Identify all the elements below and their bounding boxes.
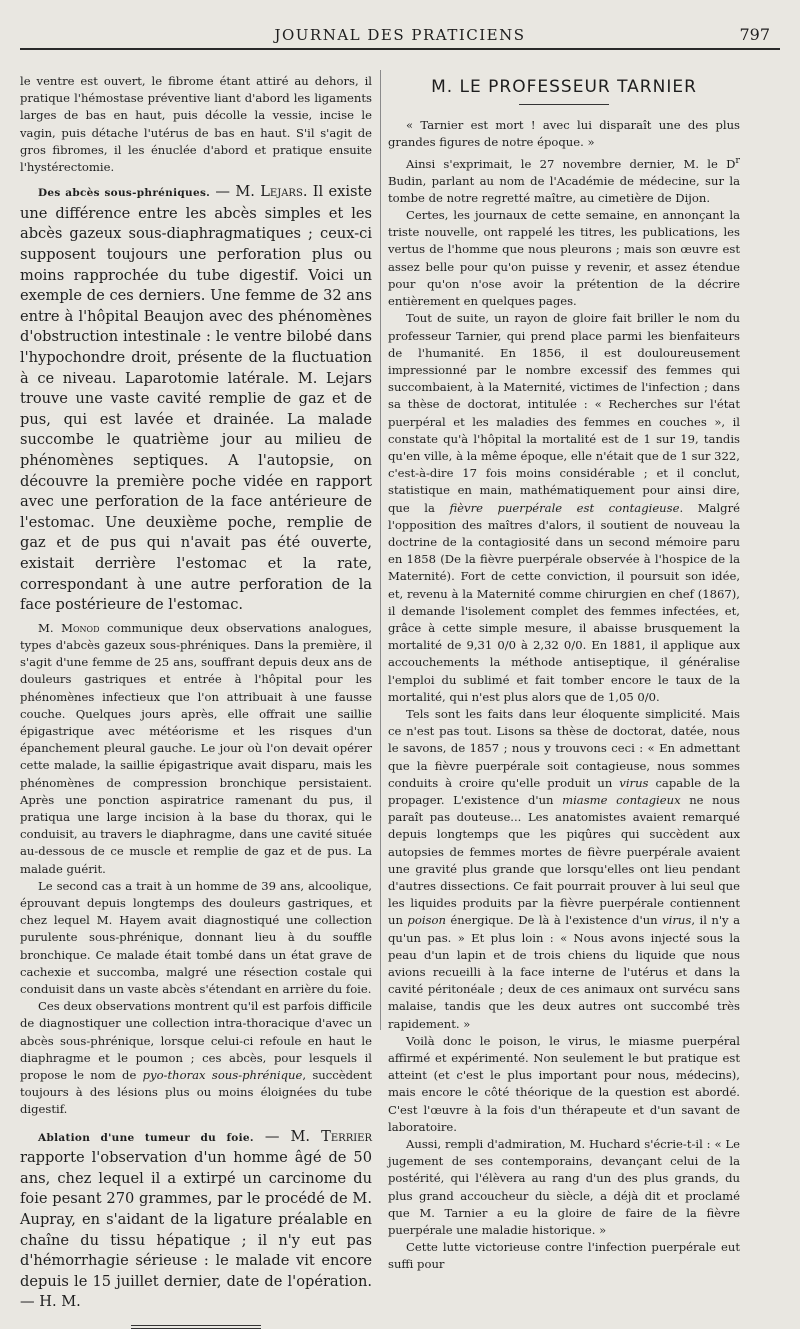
paragraph-monod: M. Monod communique deux observations analogues, types d'abcès gazeux sous-phréniques. Dans la première, il s'agit d'une femme de 25 ans, souffrant depuis deux ans de douleurs gastriques et entrée à l'hôpital pour les phénomènes infectieux que l'on attribuait à une fausse couche. Quelques jours après, elle offrait une saillie épigastrique avec météorisme et les risques d'un épanchement pleural gauche. Le jour où l'on devait opérer cette malade, la saillie épigastrique avait disparu, mais les phénomènes de compression bronchique persistaient. Après une ponction aspiratrice ramenant du pus, il pratiqua une large incision à la base du thorax, qui le conduisit, au travers le diaphragme, dans une cavité située au-dessous de ce muscle et remplie de gaz et de pus. La malade guérit. bbox=[20, 620, 372, 876]
paragraph-lutte: Cette lutte victorieuse contre l'infection puerpérale eut suffi pour bbox=[388, 1240, 740, 1272]
paragraph-ablation-tumeur: Ablation d'une tumeur du foie. — M. Terrier rapporte l'observation d'un homme âgé de 50 ans, chez lequel il a extirpé un carcinome du foie pesant 270 grammes, par le procédé de M. Aupray, en s'aidant de la ligature préalable en chaîne du tissu hépatique ; il n'y eut pas d'hémorrhagie sérieuse : le malade vit encore depuis le 15 juillet dernier, date de l'opération. — H. M. bbox=[20, 1127, 372, 1311]
author-monod: Monod bbox=[61, 620, 100, 635]
author-lejars: Lejars bbox=[260, 183, 303, 201]
end-rule bbox=[131, 1325, 261, 1329]
paragraph-conclusion: Ces deux observations montrent qu'il est parfois difficile de diagnostiquer une collection intra-thoracique d'avec un abcès sous-phrénique, lorsque celui-ci refoule en haut le diaphragme et le poumon ; ces abcès, pour lesquels il propose le nom de pyo-thorax sous-phrénique, succèdent toujours à des lésions plus ou moins éloignées du tube digestif. bbox=[20, 999, 372, 1117]
title-rule bbox=[519, 104, 609, 105]
paragraph-these: Tels sont les faits dans leur éloquente simplicité. Mais ce n'est pas tout. Lisons sa thèse de doctorat, datée, nous le savons, de 1857 ; nous y trouvons ceci : « En admettant que la fièvre puerpérale soit contagieuse, nous sommes conduits à croire qu'elle produit un virus capable de la propager. L'existence d'un miasme contagieux ne nous paraît pas douteuse... Les anatomistes avaient remarqué depuis longtemps que les piqûres qui succèdent aux autopsies de femmes mortes de fièvre puerpérale avaient une gravité plus grande que lorsqu'elles ont lieu pendant d'autres dissections. Ce fait pourrait prouver à lui seul que les liquides produits par la fièvre puerpérale contiennent un poison énergique. De là à l'existence d'un virus, il n'y a qu'un pas. » Et plus loin : « Nous avons injecté sous la peau d'un lapin et de trois chiens du liquide que nous avions recueilli à la face interne de l'utérus et dans la cavité péritonéale ; deux de ces animaux ont survécu sans malaise, tandis que les deux autres ont succombé très rapidement. » bbox=[388, 706, 740, 1031]
phrase-fievre-contagieuse: fièvre puerpérale est contagieuse bbox=[449, 500, 680, 515]
paragraph-voila: Voilà donc le poison, le virus, le miasme puerpéral affirmé et expérimenté. Non seulement le but pratique est atteint (et c'est le plus important pour nous, médecins), mais encore le côté théorique de la question est abordé. C'est l'œuvre à la fois d'un thérapeute et d'un savant de laboratoire. bbox=[388, 1033, 740, 1134]
paragraph-quote-budin: « Tarnier est mort ! avec lui disparaît une des plus grandes figures de notre époque. » bbox=[388, 118, 740, 150]
left-column bbox=[20, 73, 372, 1329]
section-heading-abces: Des abcès sous-phréniques. bbox=[38, 187, 211, 200]
author-terrier: Terrier bbox=[321, 1127, 372, 1145]
term-pyo-thorax: pyo-thorax sous-phrénique bbox=[142, 1067, 303, 1082]
column-divider bbox=[380, 70, 381, 1030]
article-title: M. LE PROFESSEUR TARNIER bbox=[431, 77, 697, 97]
paragraph-gloire: Tout de suite, un rayon de gloire fait briller le nom du professeur Tarnier, qui prend place parmi les bienfaiteurs de l'humanité. En 1856, il est douloureusement impressionné par le nombre excessif des femmes qui succombaient, à la Maternité, victimes de l'infection ; dans sa thèse de doctorat, intitulée : « Recherches sur l'état puerpéral et les maladies des femmes en couches », il constate qu'à l'hôpital la mortalité est de 1 sur 19, tandis qu'en ville, à la même époque, elle n'était que de 1 sur 322, c'est-à-dire 17 fois moins considérable ; et il conclut, statistique en main, mathématiquement pour ainsi dire, que la fièvre puerpérale est contagieuse. Malgré l'opposition des maîtres d'alors, il soutient de nouveau la doctrine de la contagiosité dans un second mémoire paru en 1858 (De la fièvre puerpérale observée à l'hospice de la Maternité). Fort de cette conviction, il poursuit son idée, et, revenu à la Maternité comme chirurgien en chef (1867), il demande l'isolement complet des femmes infectées, et, grâce à cette simple mesure, il abaisse brusquement la mortalité de 9,31 0/0 à 2,32 0/0. En 1881, il applique aux accouchements la méthode antiseptique, il généralise l'emploi du sublimé et fait tomber encore le taux de la mortalité, qui n'est plus alors que de 1,05 0/0. bbox=[388, 311, 741, 704]
paragraph-second-cas: Le second cas a trait à un homme de 39 ans, alcoolique, éprouvant depuis longtemps des douleurs gastriques, et chez lequel M. Hayem avait diagnostiqué une collection purulente sous-phrénique, donnant lieu à du souffle bronchique. Ce malade était tombé dans un état grave de cachexie et succomba, malgré une résection costale qui conduisit dans un vaste abcès s'étendant en arrière du foie. bbox=[20, 878, 372, 996]
right-column bbox=[388, 73, 740, 1274]
journal-title: JOURNAL DES PRATICIENS bbox=[274, 26, 526, 44]
paragraph-budin: Ainsi s'exprimait, le 27 novembre dernier, M. le $D^r$ Budin, parlant au nom de l'Académie de médecine, sur la tombe de notre regretté maître, au cimetière de Dijon. bbox=[388, 154, 740, 205]
page-number: 797 bbox=[739, 25, 770, 44]
paragraph-hysterectomy: le ventre est ouvert, le fibrome étant attiré au dehors, il pratique l'hémostase préventive liant d'abord les ligaments larges de bas en haut, puis décolle la vessie, incise le vagin, puis détache l'utérus de bas en haut. S'il s'agit de gros fibromes, il les énuclée d'abord et pratique ensuite l'hystérectomie. bbox=[20, 74, 372, 175]
paragraph-certes: Certes, les journaux de cette semaine, en annonçant la triste nouvelle, ont rappelé les titres, les publications, les vertus de l'homme que nous pleurons ; mais son œuvre est assez belle pour qu'on puisse y revenir, et assez étendue pour qu'on n'ose avoir la prétention de la décrire entièrement en quelques pages. bbox=[388, 208, 740, 309]
section-heading-ablation: Ablation d'une tumeur du foie. bbox=[38, 1131, 254, 1144]
running-head bbox=[20, 22, 780, 50]
paragraph-huchard: Aussi, rempli d'admiration, M. Huchard s'écrie-t-il : « Le jugement de ses contemporains, devançant celui de la postérité, qui l'élèvera au rang d'un des plus grands, du plus grand accoucheur du siècle, a déjà dit et proclamé que M. Tarnier a eu la gloire de faire de la fièvre puerpérale une maladie historique. » bbox=[388, 1137, 740, 1238]
paragraph-abces-sous-phreniques: Des abcès sous-phréniques. — M. Lejars. Il existe une différence entre les abcès simples et les abcès gazeux sous-diaphragmatiques ; ceux-ci supposent toujours une perforation plus ou moins rapprochée du tube digestif. Voici un exemple de ces derniers. Une femme de 32 ans entre à l'hôpital Beaujon avec des phénomènes d'obstruction intestinale : le ventre bilobé dans l'hypochondre droit, présente de la fluctuation à ce niveau. Laparotomie latérale. M. Lejars trouve une vaste cavité remplie de gaz et de pus, qui est lavée et drainée. La malade succombe le quatrième jour au milieu de phénomènes septiques. A l'autopsie, on découvre la première poche vidée en rapport avec une perforation de la face antérieure de l'estomac. Une deuxième poche, remplie de gaz et de pus qui n'avait pas été ouverte, existait derrière l'estomac et la rate, correspondant à une autre perforation de la face postérieure de l'estomac. bbox=[20, 183, 373, 614]
